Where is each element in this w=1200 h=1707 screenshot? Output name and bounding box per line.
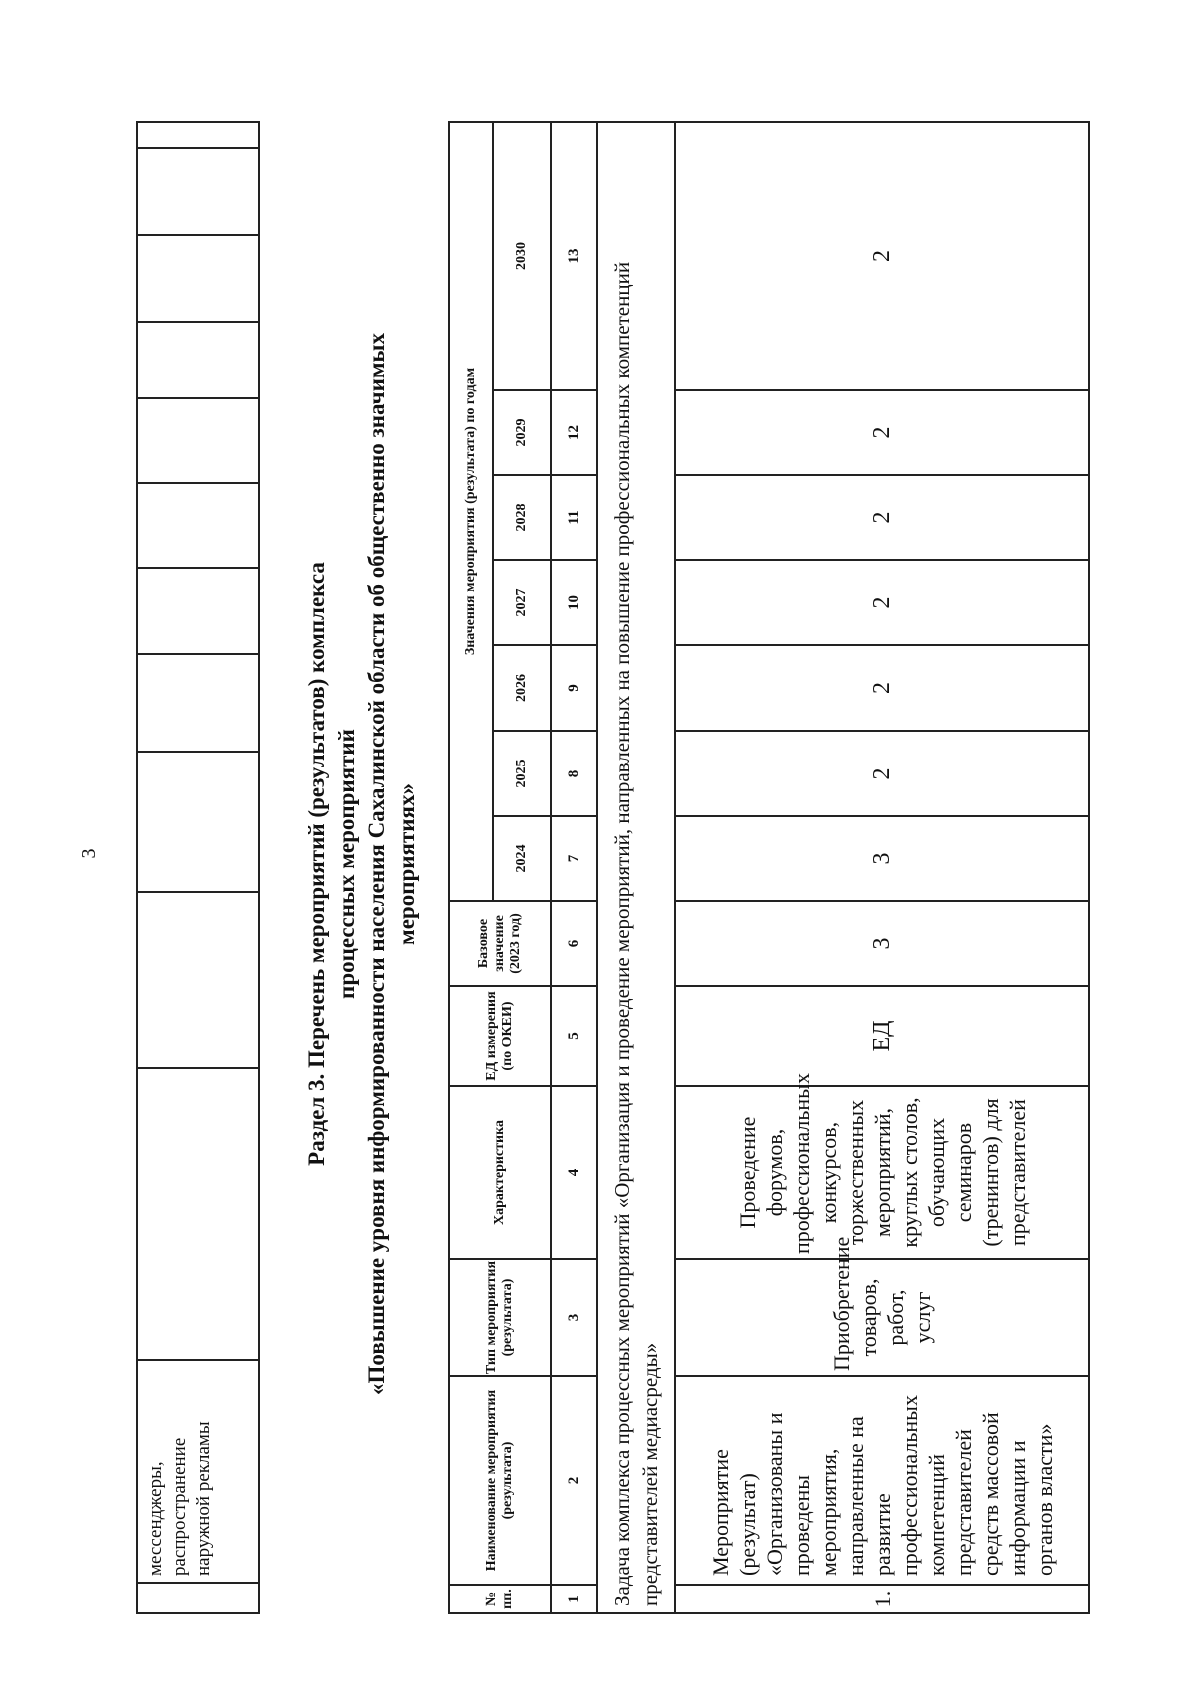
row-value: 2 (675, 560, 1089, 645)
row-type: Приобретение товаров, работ, услуг (675, 1259, 1089, 1376)
header-values-group: Значения мероприятия (результата) по годам (449, 122, 493, 901)
column-number: 3 (551, 1259, 597, 1376)
header-row (449, 122, 493, 1613)
header-year: 2024 (493, 816, 551, 901)
table-row (137, 122, 259, 1613)
column-number: 10 (551, 560, 597, 645)
title-line: мероприятиях» (394, 783, 419, 945)
header-year: 2028 (493, 475, 551, 560)
header-characteristic: Характеристика (449, 1086, 551, 1259)
row-name: Мероприятие (результат) «Организованы и проведены мероприятия, направленные на развитие профессиональных компетенций представителей средств массовой информации и органов власти» (675, 1376, 1089, 1585)
task-row (597, 122, 675, 1613)
header-year: 2027 (493, 560, 551, 645)
row-value: 2 (675, 122, 1089, 390)
column-number: 1 (551, 1585, 597, 1613)
row-value: 2 (675, 645, 1089, 731)
row-base: 3 (675, 901, 1089, 986)
task-text: Задача комплекса процессных мероприятий «Организация и проведение мероприятий, направленных на повышение профессиональных компетенций представителей медиасреды» (597, 122, 675, 1613)
header-name: Наименование мероприятия (результата) (449, 1376, 551, 1585)
column-number: 6 (551, 901, 597, 986)
column-number: 12 (551, 390, 597, 475)
title-line: процессных мероприятий (334, 729, 359, 999)
row-value: 3 (675, 816, 1089, 901)
row-num: 1. (675, 1585, 1089, 1613)
header-unit: ЕД измерения (по ОКЕИ) (449, 986, 551, 1086)
column-number: 13 (551, 122, 597, 390)
header-base: Базовое значение (2023 год) (449, 901, 551, 986)
title-line: Раздел 3. Перечень мероприятий (результатов) комплекса (304, 562, 329, 1166)
column-number: 7 (551, 816, 597, 901)
activities-table (448, 121, 1090, 1614)
table-row (675, 122, 1089, 1613)
header-year: 2026 (493, 645, 551, 731)
column-number-row (551, 122, 597, 1613)
title-line: «Повышение уровня информированности населения Сахалинской области об общественно значимых (364, 333, 389, 1395)
header-type: Тип мероприятия (результата) (449, 1259, 551, 1376)
header-year: 2025 (493, 731, 551, 816)
row-value: 2 (675, 475, 1089, 560)
header-num: № пп. (449, 1585, 551, 1613)
column-number: 5 (551, 986, 597, 1086)
row-unit: ЕД (675, 986, 1089, 1086)
column-number: 2 (551, 1376, 597, 1585)
column-number: 11 (551, 475, 597, 560)
continuation-text: мессенджеры, распространение наружной рекламы (137, 1360, 259, 1583)
column-number: 4 (551, 1086, 597, 1259)
column-number: 9 (551, 645, 597, 731)
header-year: 2029 (493, 390, 551, 475)
row-value: 2 (675, 390, 1089, 475)
row-characteristic: Проведение форумов, профессиональных конкурсов, торжественных мероприятий, круглых столов, обучающих семинаров (тренингов) для представителей (675, 1086, 1089, 1259)
header-year: 2030 (493, 122, 551, 390)
column-number: 8 (551, 731, 597, 816)
page-number: 3 (78, 848, 100, 859)
continuation-table (136, 121, 260, 1614)
section-title (302, 114, 422, 1614)
row-value: 2 (675, 731, 1089, 816)
